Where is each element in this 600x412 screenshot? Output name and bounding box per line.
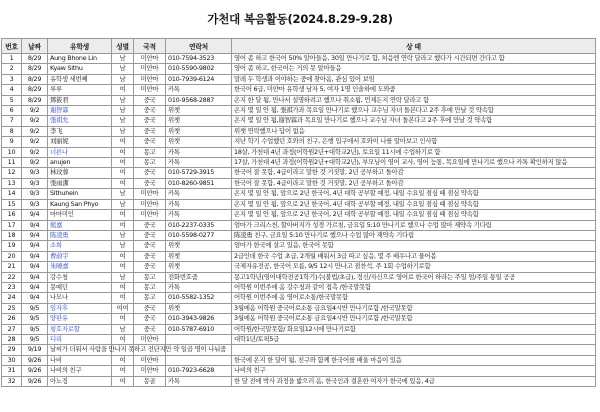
student-cell: 유학생 세번째 [48,74,112,84]
contact-cell: 전화번호줌 [166,272,232,282]
status-cell: 18살, 가천대 4년 과정(어학원2년+대학교2년), 토요일 11시에 수업하기로 함 [232,147,596,157]
row-number-cell: 16 [2,210,22,220]
row-number-cell: 3 [2,74,22,84]
row-number-cell: 23 [2,282,22,292]
status-cell: 대학1년/토픽5급 [232,334,596,344]
table-row [2,366,596,376]
status-cell: 몽고1학년(영어대학전공1학기)수(불법/초급), 정신/자신으로 영어로 한국어 하라는 주일 엄/주일 통일 공공 [232,272,596,282]
sex-cell: 여 [112,220,134,230]
student-cell: Aung Bhone Lin [48,54,112,64]
contact-cell: 위챗 [166,106,232,116]
table-row [2,314,596,324]
sex-cell: 남 [112,189,134,199]
row-number-cell: 25 [2,303,22,313]
status-cell: 한국어 잘 못함, 4급이라고 말한 것 거짓말, 2년 공부하고 돌아감 [232,168,596,178]
sex-cell: 여 [112,178,134,188]
table-row [2,126,596,136]
date-cell: 9/26 [22,376,48,386]
contact-cell: 카톡 [166,376,232,386]
status-cell: 영어 좀 하고, 한국어는 거의 못 알아들음 [232,64,596,74]
col-header-status: 상 태 [232,39,596,54]
table-row [2,334,596,344]
nation-cell: 중국 [134,220,166,230]
student-cell: 張祺允 [48,116,112,126]
status-cell: 어학원 이번주에 옴 영어로소통/한국말못함 [232,293,596,303]
status-cell: 어학원 이번주에 옴 강수청과 같이 접촉 /한국말못함 [232,282,596,292]
table-row [2,189,596,199]
contact-cell: 카톡 [166,199,232,209]
contact-cell [166,334,232,344]
table-row [2,116,596,126]
student-cell: 나비 [48,355,112,365]
status-cell: 온지 몇 일 안 됨, 앞으로 2년 한국어, 4년 대학 공부할 예정, 내일 수요일 점심 때 점심 약속함 [232,199,596,209]
date-cell: 9/3 [22,199,48,209]
date-cell: 9/5 [22,334,48,344]
student-cell: 谢智霖 [48,106,112,116]
contact-cell: 010-2237-0335 [166,220,232,230]
contact-cell: 010-7923-6628 [166,366,232,376]
row-number-cell: 17 [2,220,22,230]
status-cell: 온지 한 달 됨, 만나서 설명하려고 했으나 취소됨, 언제든지 연락 달라고 함 [232,95,596,105]
date-cell: 9/4 [22,251,48,261]
status-cell: 한 달 전에 박사 과정을 밟으러 옴, 한국인과 결혼한 여자가 한국에 있음, 4급 [232,376,596,386]
nation-cell: 몽고 [134,272,166,282]
table-row [2,95,596,105]
row-number-cell: 31 [2,366,22,376]
row-number-cell: 7 [2,116,22,126]
table-row [2,199,596,209]
date-cell: 9/4 [22,272,48,282]
sex-cell: 남 [112,64,134,74]
status-cell: 한국어 잘 못함, 4급이라고 말한 것 거짓말, 2년 공부하고 돌아감 [232,178,596,188]
date-cell: 9/4 [22,293,48,303]
date-cell: 8/29 [22,85,48,95]
status-cell [232,345,596,355]
sex-cell: 여 [112,262,134,272]
sex-cell: 여여 [112,303,134,313]
nation-cell: 미얀마 [134,334,166,344]
sex-cell: 여 [112,376,134,386]
student-cell: 날씨가 더워서 사람을 만나지 못하고 전단지만 약 일곱 명이 나눠줌 [48,345,112,355]
date-cell: 9/2 [22,158,48,168]
contact-cell: 위챗 [166,126,232,136]
contact-cell: 카톡 [166,210,232,220]
date-cell: 9/4 [22,241,48,251]
nation-cell: 미얀마 [134,85,166,95]
status-cell: 17살, 가천대 4년 과정(어학원2년+대학교2년), 부모님이 영어 교사, 영어 능통, 목요일에 만나기로 했으나 카톡 확인하지 않음 [232,158,596,168]
student-cell: 鄧筱君 [48,95,112,105]
row-number-cell: 13 [2,178,22,188]
sex-cell: 여 [112,137,134,147]
row-number-cell: 27 [2,324,22,334]
date-cell: 9/4 [22,220,48,230]
sex-cell: 여 [112,334,134,344]
table-row [2,137,596,147]
sex-cell: 여 [112,293,134,303]
sex-cell: 남 [112,74,134,84]
student-cell: 펑호자로할 [48,324,112,334]
student-cell: 나모나 [48,293,112,303]
table-row [2,272,596,282]
table-row [2,241,596,251]
student-cell: 李飞 [48,126,112,136]
table-row [2,158,596,168]
sex-cell: 남 [112,272,134,282]
sex-cell: 여 [112,85,134,95]
nation-cell: 미얀마 [134,74,166,84]
date-cell: 9/2 [22,147,48,157]
student-cell: anujen [48,158,112,168]
sheet-title: 가천대 복음활동(2024.8.29-9.28) [207,12,393,26]
row-number-cell: 21 [2,262,22,272]
nation-cell: 중국 [134,178,166,188]
nation-cell: 중국 [134,251,166,261]
sex-cell: 남 [112,324,134,334]
student-cell: Kyaw Sithu [48,64,112,74]
status-cell: 온지 몇 일 안 됨, 앞으로 2년 한국어, 4년 대학 공부할 예정, 내일 수요일 점심 때 점심 약속함 [232,189,596,199]
sex-cell: 여 [112,282,134,292]
row-number-cell: 14 [2,189,22,199]
status-cell: 영어 좀 하고 한국어 50% 알아들음, 30일 만나기로 함, 처음엔 연락 달라고 했다가 시간되면 간다고 함 [232,54,596,64]
table-row [2,85,596,95]
contact-cell: 010-5787-6910 [166,324,232,334]
status-cell: 한국어 6급, 미얀마 유학생 남자 5, 여자 1명 인솔하에 도와줌 [232,85,596,95]
row-number-cell: 6 [2,106,22,116]
row-number-cell: 20 [2,251,22,261]
nation-cell: 미얀마 [134,366,166,376]
contact-cell: 카톡 [166,147,232,157]
nation-cell: 중국 [134,95,166,105]
status-cell: 말레 두 학생과 이야하는 중에 찾아옴, 관심 있어 보임 [232,74,596,84]
nation-cell: 미얀마 [134,54,166,64]
row-number-cell: 19 [2,241,22,251]
contact-cell: 010-7939-6124 [166,74,232,84]
date-cell: 8/29 [22,64,48,74]
status-cell: 어학원/한국말못함/ 화요일12시에 만나기로함 [232,324,596,334]
table-row [2,282,596,292]
status-cell: 엄마가 크리스천, 할아버지가 성경 가르침, 금요일 5:10 만나기로 했으나 수업 많아 재약속 기다림 [232,220,596,230]
row-number-cell: 32 [2,376,22,386]
table-row [2,303,596,313]
date-cell: 9/5 [22,324,48,334]
col-header-date: 날짜 [22,39,48,54]
sex-cell: 남 [112,230,134,240]
date-cell: 8/29 [22,54,48,64]
student-cell: 林玟蓉 [48,168,112,178]
nation-cell: 미얀마 [134,210,166,220]
nation-cell: 중국 [134,116,166,126]
date-cell: 9/4 [22,282,48,292]
student-cell: 소희 [48,241,112,251]
contact-cell: 카톡 [166,158,232,168]
date-cell: 9/4 [22,210,48,220]
nation-cell: 미얀마 [134,355,166,365]
nation-cell: 중국 [134,137,166,147]
status-cell: 陈凌勇 친구, 금요일 5:10 만나기로 했으나 수업 많아 재약속 기다림 [232,230,596,240]
row-number-cell: 24 [2,293,22,303]
status-cell: 온지 몇 일 안 됨,谢智霖과 목요일 만나기로 했으나 교수님 자녀 돌본다고 2주 후에 만날 것 약속함 [232,116,596,126]
contact-cell: 010-5590-9802 [166,64,232,74]
contact-cell: 010-9568-2887 [166,95,232,105]
contact-cell: 위챗 [166,262,232,272]
row-number-cell: 28 [2,334,22,344]
table-row [2,324,596,334]
status-cell: 온지 몇 일 안 됨, 張祺가과 목요일 만나기로 했으나 교수님 자녀 돌본다고 2주 후에 만날 것 약속함 [232,106,596,116]
date-cell: 9/19 [22,345,48,355]
sex-cell: 여 [112,168,134,178]
row-number-cell: 10 [2,147,22,157]
nation-cell: 중국 [134,230,166,240]
student-cell: 나비의 친구 [48,366,112,376]
sex-cell: 여 [112,210,134,220]
date-cell: 9/3 [22,178,48,188]
table-row [2,168,596,178]
date-cell: 9/2 [22,106,48,116]
contact-cell: 위챗 [166,303,232,313]
sex-cell: 여 [112,355,134,365]
table-row [2,293,596,303]
sex-cell: 남 [112,54,134,64]
sex-cell: 여 [112,158,134,168]
col-header-sex: 성별 [112,39,134,54]
student-cell: 刘丽妮 [48,137,112,147]
contact-cell: 위챗 [166,137,232,147]
date-cell: 9/4 [22,230,48,240]
sex-cell: 여 [112,314,134,324]
date-cell: 9/2 [22,126,48,136]
row-number-cell: 22 [2,272,22,282]
contact-cell: 카톡 [166,282,232,292]
contact-cell: 카톡 [166,85,232,95]
student-cell: 張雨潔 [48,178,112,188]
table-row [2,355,596,365]
row-number-cell: 26 [2,314,22,324]
nation-cell: 몽골 [134,376,166,386]
row-number-cell: 8 [2,126,22,136]
student-cell: 강수청 [48,272,112,282]
contact-cell: 위챗 [166,251,232,261]
nation-cell: 몽고 [134,158,166,168]
status-cell: 2급인데 한국 수업 초급, 2개월 배워서 3급 따고 싶음, 몇 주 배우나고 물어봄 [232,251,596,261]
table-row [2,64,596,74]
nation-cell: 중국 [134,262,166,272]
table-row [2,106,596,116]
table-row [2,251,596,261]
status-cell: 3월에옴 어학원 중국어로소통 금요일4시반 만나기로함 /한국말못함 [232,303,596,313]
col-header-student: 유학생 [48,39,112,54]
table-row [2,376,596,386]
row-number-cell: 18 [2,230,22,240]
nation-cell: 중국 [134,106,166,116]
sex-cell: 남 [112,95,134,105]
sex-cell: 남 [112,241,134,251]
student-cell: 임자후 [48,303,112,313]
row-number-cell: 30 [2,355,22,365]
sex-cell: 여 [112,366,134,376]
header-row [2,39,596,54]
student-cell: 아노징 [48,376,112,386]
nation-cell: 몽고 [134,293,166,303]
sex-cell: 남 [112,116,134,126]
nation-cell: 미얀마 [134,64,166,74]
date-cell: 9/5 [22,303,48,313]
nation-cell: 중국 [134,324,166,334]
contact-cell: 010-7594-3523 [166,54,232,64]
table-row [2,178,596,188]
table-row [2,147,596,157]
student-cell: 마마미인 [48,210,112,220]
status-cell: 국제자유전공, 한국어 모름, 9/5 12시 만나고 점찬석, 주 1회 수업하기로함 [232,262,596,272]
nation-cell: 중국 [134,303,166,313]
contact-cell: 010-8260-9851 [166,178,232,188]
col-header-contact: 연락처 [166,39,232,54]
nation-cell: 미얀마 [134,199,166,209]
student-cell: 루루 [48,85,112,95]
table-row [2,230,596,240]
row-number-cell: 1 [2,54,22,64]
nation-cell: 미얀마 [134,189,166,199]
table-row [2,220,596,230]
nation-cell: 중국 [134,241,166,251]
nation-cell: 중국 [134,168,166,178]
sex-cell: 남 [112,126,134,136]
contact-cell: 010-3943-9826 [166,314,232,324]
row-number-cell: 11 [2,158,22,168]
table-row [2,54,596,64]
sex-cell: 남 [112,106,134,116]
status-cell: 한국에 온지 한 달이 됨, 친구와 함께 한국어를 배울 마음이 있음 [232,355,596,365]
contact-cell [166,355,232,365]
student-cell: 너른나 [48,147,112,157]
row-number-cell: 4 [2,85,22,95]
table-row [2,345,596,355]
status-cell: 엄마가 한국에 살고 있음, 한국어 못함 [232,241,596,251]
nation-cell: 중국 [134,126,166,136]
student-cell: 熊嘉 [48,220,112,230]
date-cell: 9/2 [22,137,48,147]
nation-cell: 몽고 [134,282,166,292]
row-number-cell: 5 [2,95,22,105]
row-number-cell: 9 [2,137,22,147]
table-row [2,74,596,84]
contact-cell: 위챗 [166,241,232,251]
contact-cell: 010-5598-0277 [166,230,232,240]
date-cell: 9/26 [22,366,48,376]
sex-cell: 여 [112,147,134,157]
row-number-cell: 12 [2,168,22,178]
student-cell: 曹蔚宇 [48,251,112,261]
table-row [2,210,596,220]
status-cell: 3월에옴 어학원 중국어로소통 금요일4시반 만나기로함 /한국말못함 [232,314,596,324]
contact-cell: 010-5582-1352 [166,293,232,303]
student-cell: 몽예딘 [48,282,112,292]
date-cell: 9/3 [22,168,48,178]
student-cell: 디리 [48,334,112,344]
nation-cell: 몽고 [134,147,166,157]
col-header-no: 번호 [2,39,22,54]
status-cell: 온지 몇 일 안 됨, 앞으로 2년 한국어, 2년 대학 공부할 예정, 내일 수요일 점심 때 점심 약속함 [232,210,596,220]
student-cell: 양판유 [48,314,112,324]
status-cell: 지난 학기 수업했던 호와의 친구, 은행 입구에서 호와이 나를 알아보고 인사함 [232,137,596,147]
row-number-cell: 2 [2,64,22,74]
row-number-cell: 15 [2,199,22,209]
col-header-nation: 국적 [134,39,166,54]
sex-cell: 남 [112,199,134,209]
date-cell: 9/4 [22,262,48,272]
contact-cell: 위챗 [166,116,232,126]
contact-cell: 010-5729-3915 [166,168,232,178]
nation-cell: 중국 [134,314,166,324]
date-cell: 8/29 [22,95,48,105]
date-cell: 9/5 [22,314,48,324]
activity-table [1,38,596,387]
date-cell: 8/29 [22,74,48,84]
date-cell: 9/26 [22,355,48,365]
student-cell: Sithuhein [48,189,112,199]
row-number-cell: 29 [2,345,22,355]
status-cell: 나비의 친구 [232,366,596,376]
student-cell: 陈凌勇 [48,230,112,240]
sex-cell: 여 [112,251,134,261]
status-cell: 위챗 연락했으나 답이 없음 [232,126,596,136]
student-cell: Kaung San Phyo [48,199,112,209]
date-cell: 9/3 [22,189,48,199]
student-cell: 朱曉嘉 [48,262,112,272]
table-row [2,262,596,272]
contact-cell: 카톡 [166,189,232,199]
date-cell: 9/2 [22,116,48,126]
